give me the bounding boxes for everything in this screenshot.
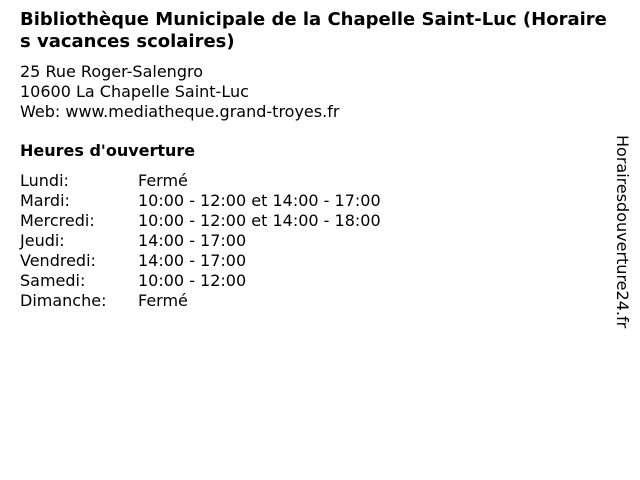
- hours-row-friday: [20, 251, 610, 271]
- hours-row-wednesday: [20, 211, 610, 231]
- day-label: Jeudi:: [20, 231, 65, 250]
- website-line: Web: www.mediatheque.grand-troyes.fr: [20, 102, 340, 121]
- brand-watermark: Horairesdouverture24.fr: [613, 135, 632, 329]
- day-label: Mardi:: [20, 191, 70, 210]
- address-street: 25 Rue Roger-Salengro: [20, 62, 203, 81]
- time-value: 10:00 - 12:00 et 14:00 - 18:00: [138, 211, 381, 230]
- day-label: Lundi:: [20, 171, 69, 190]
- address-block: [20, 62, 610, 122]
- time-value: 14:00 - 17:00: [138, 231, 247, 250]
- time-value: 10:00 - 12:00: [138, 271, 247, 290]
- time-value: 10:00 - 12:00 et 14:00 - 17:00: [138, 191, 381, 210]
- day-label: Vendredi:: [20, 251, 96, 270]
- hours-row-saturday: [20, 271, 610, 291]
- hours-row-tuesday: [20, 191, 610, 211]
- hours-list: [20, 171, 610, 311]
- time-value: 14:00 - 17:00: [138, 251, 247, 270]
- library-title: Bibliothèque Municipale de la Chapelle Saint-Luc (Horaires vacances scolaires): [20, 9, 607, 52]
- hours-row-sunday: [20, 291, 610, 311]
- hours-row-monday: [20, 171, 610, 191]
- day-label: Mercredi:: [20, 211, 95, 230]
- address-city: 10600 La Chapelle Saint-Luc: [20, 82, 249, 101]
- day-label: Dimanche:: [20, 291, 107, 310]
- library-card: [20, 9, 610, 311]
- time-value: Fermé: [138, 291, 188, 310]
- hours-row-thursday: [20, 231, 610, 251]
- hours-heading: Heures d'ouverture: [20, 141, 196, 160]
- time-value: Fermé: [138, 171, 188, 190]
- day-label: Samedi:: [20, 271, 86, 290]
